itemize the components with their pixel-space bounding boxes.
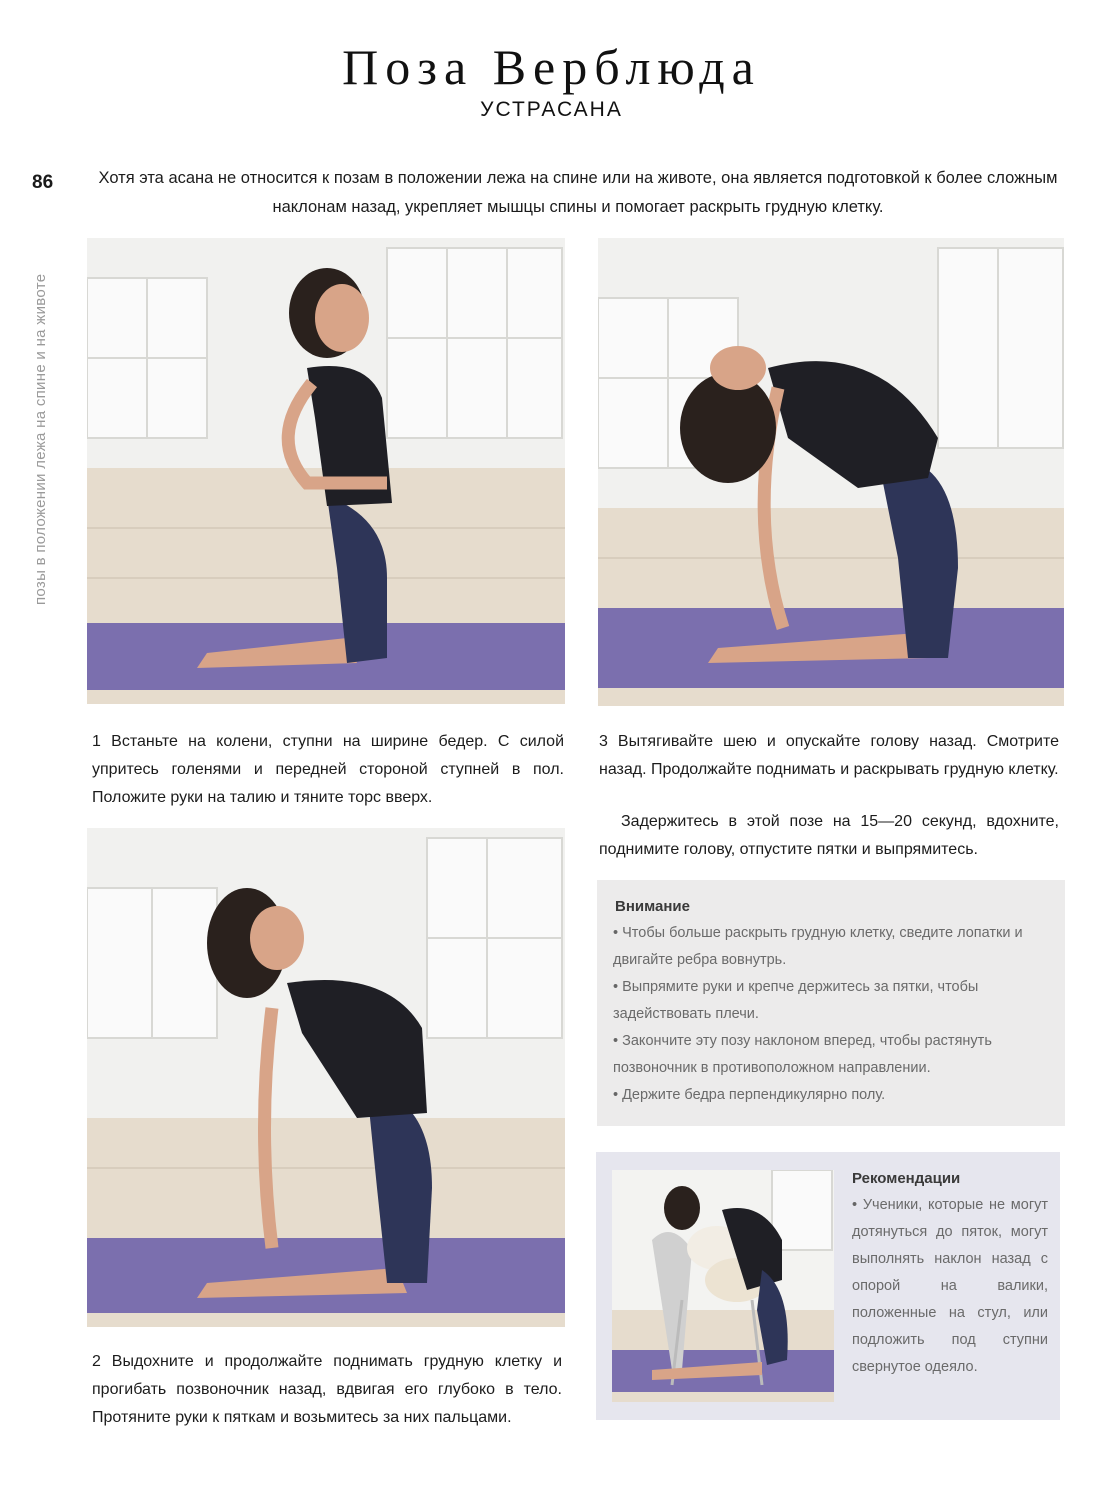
page-subtitle: УСТРАСАНА — [480, 98, 623, 121]
attention-item: • Чтобы больше раскрыть грудную клетку, сведите лопатки и двигайте ребра вовнутрь. — [613, 925, 1023, 968]
hold-text: Задержитесь в этой позе на 15—20 секунд, вдохните, поднимите голову, отпустите пятки и выпрямитесь. — [599, 813, 1059, 858]
step-1-text: 1 Встаньте на колени, ступни на ширине бедер. С силой упритесь голенями и передней стороной ступней в пол. Положите руки на талию и тяните торс вверх. — [92, 733, 564, 806]
attention-heading: Внимание — [615, 898, 690, 915]
photo-step-2 — [87, 828, 565, 1327]
attention-item: • Держите бедра перпендикулярно полу. — [613, 1087, 886, 1103]
attention-item: • Закончите эту позу наклоном вперед, чтобы растянуть позвоночник в противоположном направлении. — [613, 1033, 992, 1076]
recommendations-item: • Ученики, которые не могут дотянуться до пяток, могут выполнять наклон назад с опорой на валики, положенные на стул, или подложить под ступни свернутое одеяло. — [852, 1197, 1049, 1375]
step-2-text: 2 Выдохните и продолжайте поднимать грудную клетку и прогибать позвоночник назад, вдвигая его глубоко в тело. Протяните руки к пяткам и возьмитесь за них пальцами. — [92, 1353, 562, 1426]
attention-list — [613, 920, 1053, 1109]
recommendations-heading: Рекомендации — [852, 1170, 961, 1187]
page-title: Поза Верблюда — [342, 39, 761, 95]
intro-text: Хотя эта асана не относится к позам в положении лежа на спине или на животе, она является подготовкой к более сложным наклонам назад, укрепляет мышцы спины и помогает раскрыть грудную клетку. — [98, 169, 1058, 216]
photo-step-1 — [87, 238, 565, 704]
recommendations-box — [596, 1152, 1060, 1420]
attention-item: • Выпрямите руки и крепче держитесь за пятки, чтобы задействовать плечи. — [613, 979, 979, 1022]
photo-recommendation — [612, 1170, 834, 1402]
section-side-label: позы в положении лежа на спине и на животе — [32, 273, 49, 605]
photo-step-3 — [598, 238, 1064, 706]
page-number: 86 — [32, 172, 54, 193]
attention-box — [597, 880, 1065, 1126]
step-3-text: 3 Вытягивайте шею и опускайте голову назад. Смотрите назад. Продолжайте поднимать и раскрывать грудную клетку. — [599, 733, 1059, 778]
